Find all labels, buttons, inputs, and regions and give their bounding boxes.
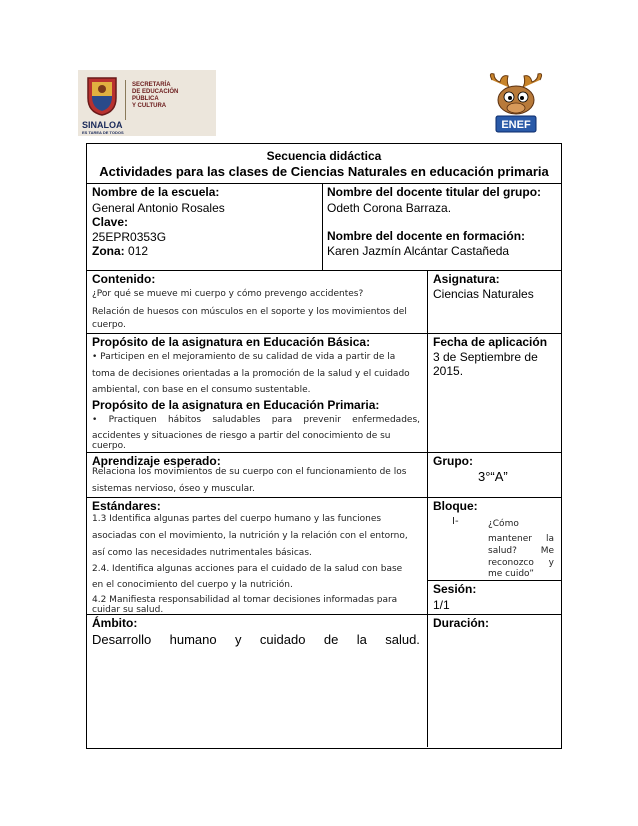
word: de	[323, 632, 339, 647]
word: y	[548, 558, 554, 568]
sequence-title: Secuencia didáctica	[266, 149, 382, 163]
enef-logo	[482, 70, 550, 136]
proposito-basica-line-1: • Participen en el mejoramiento de su calidad de vida a partir de la	[92, 352, 396, 362]
word: reconozco	[488, 558, 534, 568]
sinaloa-word: SINALOA	[82, 120, 123, 130]
bloque-label: Bloque:	[433, 499, 478, 513]
zona-value: 012	[128, 244, 149, 258]
fecha-line-2: 2015.	[433, 364, 464, 378]
docente-titular-label: Nombre del docente titular del grupo:	[327, 185, 542, 199]
sep-line-2: DE EDUCACIÓN	[132, 89, 179, 95]
clave-label: Clave:	[92, 215, 129, 229]
contenido-line-2: Relación de huesos con músculos en el soporte y los movimientos del	[92, 307, 407, 317]
word: la	[356, 632, 367, 647]
word: humano	[169, 632, 217, 647]
proposito-basica-label: Propósito de la asignatura en Educación Básica:	[92, 335, 371, 349]
ambito-value	[92, 632, 420, 647]
proposito-primaria-line-1	[92, 415, 420, 425]
bloque-line-2	[488, 534, 554, 544]
contenido-line-3: cuerpo.	[92, 320, 126, 330]
school-name-value: General Antonio Rosales	[92, 201, 225, 215]
school-name-label: Nombre de la escuela:	[92, 185, 220, 199]
asignatura-label: Asignatura:	[433, 272, 500, 286]
asignatura-value: Ciencias Naturales	[433, 287, 534, 301]
proposito-primaria-line-3: cuerpo.	[92, 441, 126, 451]
sep-line-1: SECRETARÍA	[132, 82, 171, 88]
sinaloa-slogan: ES TAREA DE TODOS	[82, 130, 124, 135]
estandar-line-4: 2.4. Identifica algunas acciones para el cuidado de la salud con base	[92, 564, 403, 574]
word: saludables	[212, 415, 261, 425]
fecha-line-1: 3 de Septiembre de	[433, 350, 538, 364]
estandar-line-7: cuidar su salud.	[92, 605, 164, 615]
proposito-basica-line-3: ambiental, con base en el consumo sustentable.	[92, 385, 311, 395]
enef-word: ENEF	[501, 119, 531, 131]
estandar-line-3: así como las necesidades nutrimentales básicas.	[92, 548, 312, 558]
clave-value: 25EPR0353G	[92, 230, 167, 244]
grupo-label: Grupo:	[433, 454, 473, 468]
shield-icon	[86, 74, 118, 116]
fecha-label: Fecha de aplicación	[433, 335, 548, 349]
proposito-primaria-label: Propósito de la asignatura en Educación Primaria:	[92, 398, 380, 412]
word: hábitos	[167, 415, 202, 425]
bloque-numeral: I-	[452, 516, 459, 527]
bloque-line-3	[488, 546, 554, 556]
docente-formacion-label: Nombre del docente en formación:	[327, 229, 526, 243]
estandar-line-2: asociadas con el movimiento, la nutrición y la relación con el entorno,	[92, 531, 408, 541]
word: mantener	[488, 534, 532, 544]
bloque-line-1: ¿Cómo	[488, 519, 519, 529]
contenido-line-1: ¿Por qué se mueve mi cuerpo y cómo prevengo accidentes?	[92, 289, 364, 299]
word: la	[545, 534, 554, 544]
sep-line-3: PÚBLICA	[132, 96, 159, 102]
zona	[92, 244, 148, 258]
bloque-line-4	[488, 558, 554, 568]
proposito-basica-line-2: toma de decisiones orientadas a la promoción de la salud y el cuidado	[92, 369, 410, 379]
proposito-primaria-line-2: accidentes y situaciones de riesgo a partir del conocimiento de su	[92, 431, 391, 441]
sesion-value: 1/1	[433, 598, 450, 612]
sinaloa-logo	[78, 70, 216, 136]
sequence-subtitle: Actividades para las clases de Ciencias Naturales en educación primaria	[99, 164, 549, 179]
word: •	[92, 415, 98, 425]
contenido-label: Contenido:	[92, 272, 156, 286]
estandar-line-1: 1.3 Identifica algunas partes del cuerpo humano y las funciones	[92, 514, 382, 524]
duracion-label: Duración:	[433, 616, 490, 630]
word: Practiquen	[108, 415, 157, 425]
word: Me	[540, 546, 554, 556]
word: prevenir	[303, 415, 341, 425]
docente-titular-value: Odeth Corona Barraza.	[327, 201, 452, 215]
word: enfermedades,	[352, 415, 420, 425]
aprendizaje-label: Aprendizaje esperado:	[92, 454, 221, 468]
aprendizaje-line-1: Relaciona los movimientos de su cuerpo con el funcionamiento de los	[92, 467, 407, 477]
word: salud.	[385, 632, 420, 647]
sesion-label: Sesión:	[433, 582, 477, 596]
word: para	[271, 415, 293, 425]
docente-formacion-value: Karen Jazmín Alcántar Castañeda	[327, 244, 510, 258]
estandar-line-5: en el conocimiento del cuerpo y la nutrición.	[92, 580, 293, 590]
zona-label: Zona:	[92, 244, 125, 258]
logo-divider	[125, 80, 126, 120]
word: salud?	[488, 546, 517, 556]
word: cuidado	[259, 632, 306, 647]
estandar-line-6: 4.2 Manifiesta responsabilidad al tomar decisiones informadas para	[92, 595, 398, 605]
ambito-label: Ámbito:	[92, 616, 138, 630]
aprendizaje-line-2: sistemas nervioso, óseo y muscular.	[92, 484, 255, 494]
word: Desarrollo	[92, 632, 152, 647]
grupo-value: 3°“A”	[478, 469, 508, 484]
estandares-label: Estándares:	[92, 499, 161, 513]
bloque-line-5: me cuido”	[488, 569, 534, 579]
sep-line-4: Y CULTURA	[132, 103, 167, 109]
word: y	[235, 632, 242, 647]
